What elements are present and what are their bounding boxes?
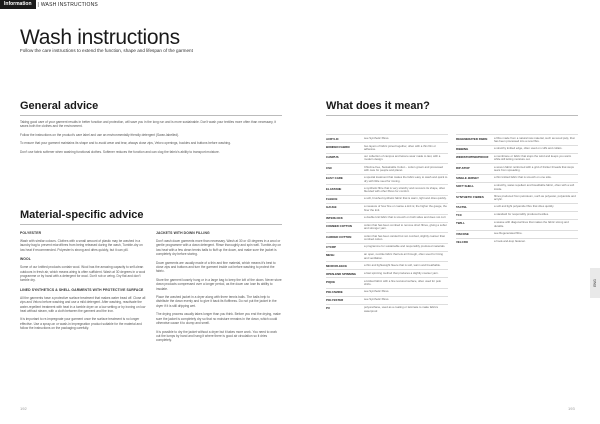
material-subheading: LINED SYNTHETICS & SHELL GARMENTS WITH PROTECTIVE SURFACE [20,287,144,292]
glossary-definition: see Regenerated fibre. [494,231,523,236]
glossary-entry [456,145,578,153]
general-paragraph: Taking good care of your garment results in better function and protection, will save you in the long run and is more sustainable. Don't wash your textiles more often than necessary, it saves both the clothes and the environment. [20,120,276,129]
glossary-entry [326,214,448,222]
glossary-entry [326,304,448,315]
general-paragraph: Follow the instructions on the product's care label and use an environmentally friendly detergent (Swan-labelled). [20,132,180,137]
material-advice-heading: Material-specific advice [20,209,282,225]
header-tag: Information [0,0,36,9]
glossary-entry [326,251,448,262]
glossary-entry [456,219,578,230]
glossary-definition: a fibre made from a natural raw material, such as wood pulp, that has been processed into a new fibre. [494,135,575,143]
glossary-entry [326,296,448,304]
material-paragraph: The drying process usually takes longer than you think. Before you end the drying, make sure the jacket is completely dry so that no moisture remains in the down, which could otherwise cause it to clump and smell. [156,312,281,326]
glossary-term: PU [326,306,331,311]
glossary-term: POLYESTER [326,298,344,303]
glossary-definition: a special treatment that makes the fabric easy to wash and quick to dry with little need for ironing. [364,175,448,183]
header-separator: | [37,1,39,8]
glossary-column-2 [456,134,578,315]
glossary-definition: a soft and light polyamide fibre that dries quickly. [494,204,555,209]
material-paragraph: Wash with similar colours. Clothes with a small amount of plastic may be washed in a laundry bag to prevent microfibres from being released during the wash, Tumble-dry on low heat if recommended. Polyester is strong and dries quickly, but it can pill. [20,239,143,252]
material-paragraph: Store the garment loosely hung or in a large bag to keep the loft of the down. Never store down products compressed over a longer period, as the down can lose its ability to insulate. [156,277,282,291]
glossary-definition: a measure of how fine or coarse a knit is; the higher the gauge, the finer the knit. [364,204,447,212]
glossary-definition: see Synthetic fibres. [364,297,390,302]
glossary-definition: cotton that has been combed to remove short fibres, giving a softer and stronger yarn. [364,223,447,231]
glossary-entry [326,269,448,277]
glossary-heading: What does it mean? [326,100,578,116]
glossary-entry [456,238,578,246]
material-advice-section [20,209,282,343]
glossary-entry [326,288,448,296]
glossary-definition: a fast spinning method that produces a slightly coarser yarn. [364,270,439,275]
material-subheading: JACKETS WITH DOWN FILLING [156,231,210,235]
glossary-term: REGENERATED FIBRE [456,136,488,141]
glossary-entry [456,153,578,164]
general-paragraph: Don't use fabric softener when washing functional clothes. Softener reduces the function and can clog the fabric's ability to transport moisture. [20,149,220,154]
glossary-term: VISCOSE [456,232,469,237]
glossary-entry [456,203,578,211]
glossary-entry [456,182,578,193]
material-paragraph: It is possible to dry the jacket without a dryer but it takes more work. You need to work out the lumps by hand and hang it where there is good air circulation so it dries completely. [156,329,278,343]
material-paragraph: Don't wash down garments more than necessary. Wash at 30 or 40 degrees in a wool or gentle programme with a down detergent. Rinse thoroughly and spin well. Tumble-dry on low heat with a few clean tennis balls to fluff up the down, and make sure the jacket is completely dry before storing. [156,239,282,257]
glossary-term: PIQUE [326,279,335,284]
glossary-term: TWILL [456,221,465,226]
material-right-column [156,226,282,343]
glossary-column-1 [326,134,448,315]
glossary-entry [326,277,448,288]
general-paragraph: To ensure that your garment maintains its shape and to avoid wear and tear, always close zips, Velcro openings, buckles and buttons before washing. [20,141,231,146]
glossary-term: FLEECE [326,197,338,202]
glossary-definition: see Synthetic fibres. [364,289,390,294]
language-tab-label: ENG [593,279,597,287]
glossary-definition: see Synthetic fibres. [364,135,390,140]
glossary-section [326,100,578,315]
glossary-entry [456,163,578,174]
glossary-definition: a woven fabric reinforced with a grid of thicker threads that stops tears from spreading. [494,164,574,172]
material-paragraph: Place the washed jacket in a dryer along with three tennis balls. The balls help to distribute the down evenly and to give it back its fluffiness. Do not put the jacket in the dryer if it is still dripping wet. [156,295,277,308]
page-number-left: 192 [20,406,27,411]
glossary-definition: our collection of campus and leisure wear made to last, with a modern design. [364,154,441,162]
glossary-entry [326,163,448,174]
glossary-term: RIBBING [456,147,469,152]
glossary-term: POLYAMIDE [326,290,343,295]
page-subtitle: Follow the care instructions to extend the function, shape and lifespan of the garment [20,48,193,53]
glossary-definition: a membrane or fabric that stops the wind and keeps you warm while still letting moisture out. [494,154,572,162]
glossary-entry [326,184,448,195]
page-title: Wash instructions [20,26,180,49]
glossary-term: TCC [456,213,462,218]
page-header [0,0,98,9]
general-advice-section [20,100,282,154]
material-subheading: POLYESTER [20,231,42,235]
glossary-definition: a hook-and-loop fastener. [494,239,526,244]
glossary-term: CARDED COTTON [326,234,352,239]
glossary-term: WINDSTOPPER/PROOF [456,155,489,160]
glossary-definition: a synthetic fibre that is very stretchy and recovers its shape, often blended with other fibres for comfort. [364,185,446,194]
glossary-definition: a double knit fabric that is smooth on both sides and does not curl. [364,215,447,220]
material-paragraph: Down garments are usually made of a thin and fine material, which means it's best to close zips and buttons and turn the garment inside out before washing to protect the fabric. [156,260,276,274]
glossary-definition: two layers of fabric joined together, often with a thin film or adhesive. [364,143,436,151]
glossary-entry [456,192,578,203]
glossary-entry [326,153,448,164]
glossary-entry [326,203,448,214]
glossary-definition: a soft, brushed synthetic fabric that is warm, light and dries quickly. [364,196,447,201]
glossary-entry [326,261,448,269]
glossary-term: SINGLE JERSEY [456,176,479,181]
glossary-entry [326,142,448,153]
glossary-term: ACRYLIC [326,136,339,141]
glossary-entry [456,211,578,219]
header-section: WASH INSTRUCTIONS [40,1,98,8]
glossary-term: TACTEL [456,205,468,210]
glossary-definition: polyurethane, used as a coating or laminate to make fabrics waterproof. [364,305,439,313]
glossary-term: EASY CARE [326,176,343,181]
glossary-definition: a thin knitted fabric that is smooth on one side. [494,175,552,180]
glossary-definition: a weave with diagonal lines that makes the fabric strong and durable. [494,220,569,228]
material-subheading: WOOL [20,257,31,262]
glossary-term: COMBED COTTON [326,224,352,229]
material-paragraph: Some of our knitted products contain wool. Wool has the amazing capacity to self-clean outdoors in fresh air, which means airing is often sufficient. Wash at 30 degrees in a wool programme or by hand with a detergent for wool. Don't rub or wring. Dry flat and don't tumble dry. [20,265,146,283]
glossary-entry [456,230,578,238]
page-number-right: 193 [568,406,575,411]
glossary-term: CTCRP [326,245,336,250]
glossary-entry [326,222,448,233]
glossary-entry [456,174,578,182]
glossary-entry [326,232,448,243]
language-tab [590,268,600,298]
glossary-term: INTERLOCK [326,216,343,221]
glossary-term: OPEN-END SPINNING [326,271,357,276]
glossary-definition: Chlorine-free, Sustainable Cotton - cotton grown and processed with care for people and planet. [364,164,443,172]
glossary-entry [326,243,448,251]
glossary-definition: a standard for responsibly produced textiles. [494,212,549,217]
glossary-term: ELASTANE [326,186,342,191]
glossary-term: SYNTHETIC FIBRES [456,194,484,199]
glossary-definition: a knitted fabric with a fine textured surface, often used for polo shirts. [364,278,442,287]
glossary-definition: an open, net-like fabric that lets air through, often used for lining and ventilation. [364,252,443,260]
glossary-term: VELCRO [456,240,469,245]
material-paragraph: It is important to re-impregnate your garment once the surface treatment is no longer effective. Use a spray-on or wash-in impregnation product suitable for the material and follow the instructions on the packaging carefully. [20,317,142,331]
glossary-term: GAUGE [326,205,337,210]
material-left-column [20,226,146,343]
material-paragraph: All the garments have a protective surface treatment that makes water bead off. Close all zips and Velcro before washing and use a mild detergent. After washing, reactivate the water-repellent treatment with heat in a tumble dryer on a low setting or by ironing on low heat without steam, with a cloth between the garment and the iron. [20,295,146,314]
glossary-term: MESH [326,253,335,258]
glossary-term: RIP-STOP [456,165,470,170]
glossary-definition: a programme for sustainable and responsibly produced materials. [364,244,446,249]
glossary-entry [326,134,448,142]
glossary-definition: cotton that has been carded but not combed, slightly coarser than combed cotton. [364,233,446,241]
general-advice-heading: General advice [20,100,282,116]
glossary-term: CAMPUS [326,155,339,160]
glossary-term: SOFT SHELL [456,184,474,189]
glossary-entry [456,134,578,145]
glossary-term: MICROFLEECE [326,263,348,268]
glossary-term: CSC [326,165,333,170]
glossary-definition: a stretchy knitted edge, often used on cuffs and collars. [494,146,563,151]
glossary-term: BONDED FABRIC [326,144,351,149]
glossary-definition: fibres produced from petroleum, such as polyester, polyamide and acrylic. [494,193,576,202]
glossary-entry [326,195,448,203]
glossary-entry [326,174,448,185]
glossary-definition: a thin and lightweight fleece that is soft, warm and breathable. [364,262,441,267]
glossary-definition: a stretchy, water-repellent and breathable fabric, often with a soft inside. [494,183,575,191]
